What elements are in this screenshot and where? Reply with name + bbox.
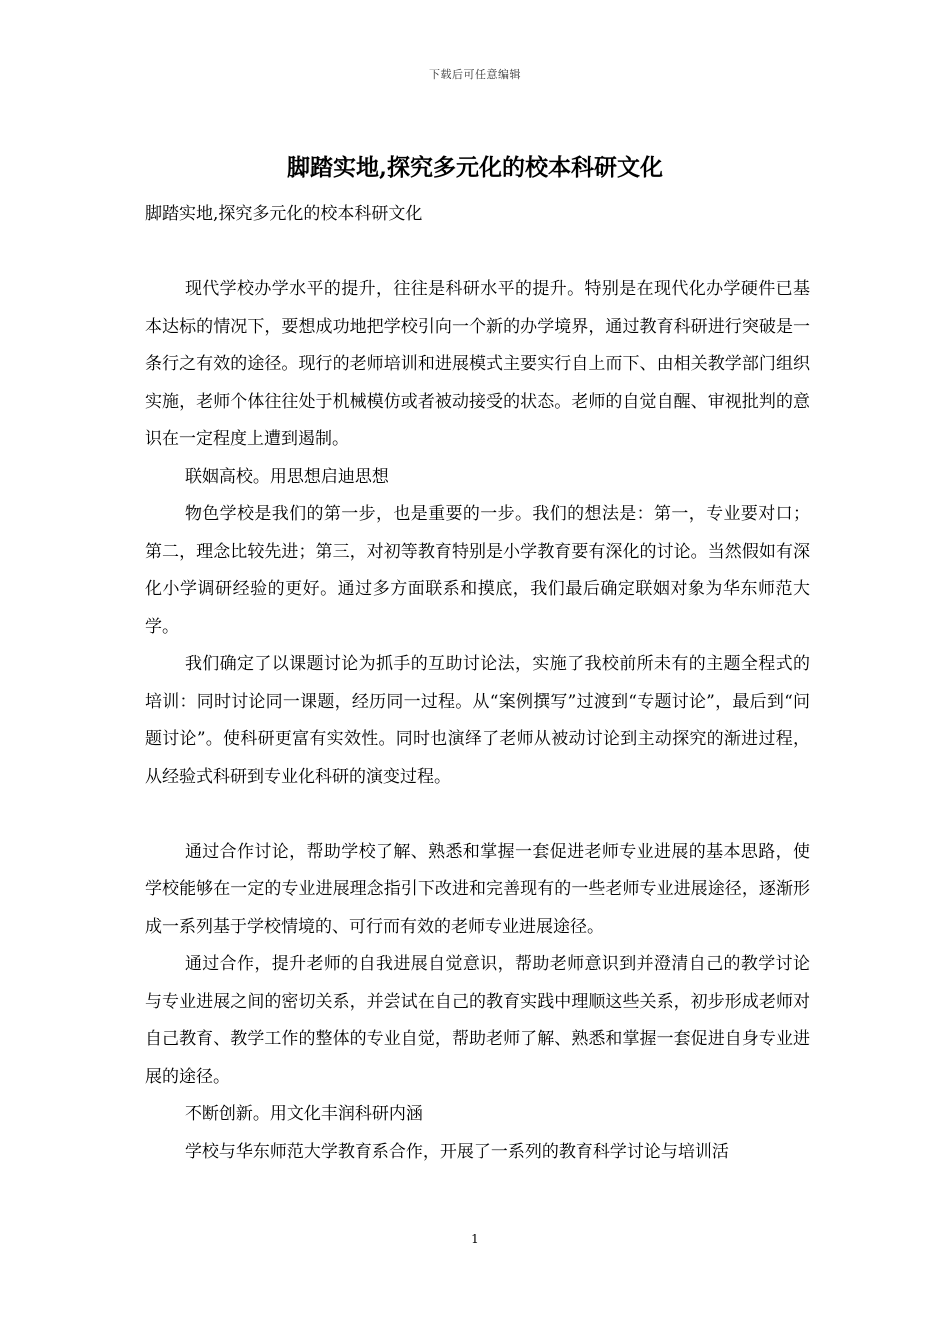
paragraph-self-development: 通过合作，提升老师的自我进展自觉意识，帮助老师意识到并澄清自己的教学讨论与专业进展之间的密切关系，并尝试在自己的教育实践中理顺这些关系，初步形成老师对自己教育、教学工作的整体的专业自觉，帮助老师了解、熟悉和掌握一套促进自身专业进展的途径。 [145, 954, 810, 1087]
paragraph-choosing-partner: 物色学校是我们的第一步，也是重要的一步。我们的想法是：第一，专业要对口；第二，理念比较先进；第三，对初等教育特别是小学教育要有深化的讨论。当然假如有深化小学调研经验的更好。通过多方面联系和摸底，我们最后确定联姻对象为华东师范大学。 [145, 504, 810, 637]
paragraph-intro: 现代学校办学水平的提升，往往是科研水平的提升。特别是在现代化办学硬件已基本达标的情况下，要想成功地把学校引向一个新的办学境界，通过教育科研进行突破是一条行之有效的途径。现行的老师培训和进展模式主要实行自上而下、由相关教学部门组织实施，老师个体往往处于机械模仿或者被动接受的状态。老师的自觉自醒、审视批判的意识在一定程度上遭到遏制。 [145, 279, 810, 449]
document-subtitle: 脚踏实地,探究多元化的校本科研文化 [145, 204, 423, 224]
paragraph-cooperation-activities: 学校与华东师范大学教育系合作，开展了一系列的教育科学讨论与培训活 [184, 1141, 729, 1162]
paragraph-spacer [145, 796, 810, 834]
page-header-note: 下载后可任意编辑 [429, 68, 521, 81]
paragraph-research-method: 我们确定了以课题讨论为抓手的互助讨论法，实施了我校前所未有的主题全程式的培训：同时讨论同一课题，经历同一过程。从“案例撰写”过渡到“专题讨论”，最后到“问题讨论”。使科研更富有实效性。同时也演绎了老师从被动讨论到主动探究的渐进过程，从经验式科研到专业化科研的演变过程。 [145, 654, 810, 787]
document-body [145, 196, 810, 1171]
paragraph-cooperative-research: 通过合作讨论，帮助学校了解、熟悉和掌握一套促进老师专业进展的基本思路，使学校能够在一定的专业进展理念指引下改进和完善现有的一些老师专业进展途径，逐渐形成一系列基于学校情境的、可行而有效的老师专业进展途径。 [145, 841, 810, 937]
section-heading-innovation: 不断创新。用文化丰润科研内涵 [184, 1104, 423, 1124]
document-title: 脚踏实地,探究多元化的校本科研文化 [286, 154, 663, 181]
page-number: 1 [471, 1232, 479, 1246]
section-heading-university-partnership: 联姻高校。用思想启迪思想 [184, 466, 389, 487]
